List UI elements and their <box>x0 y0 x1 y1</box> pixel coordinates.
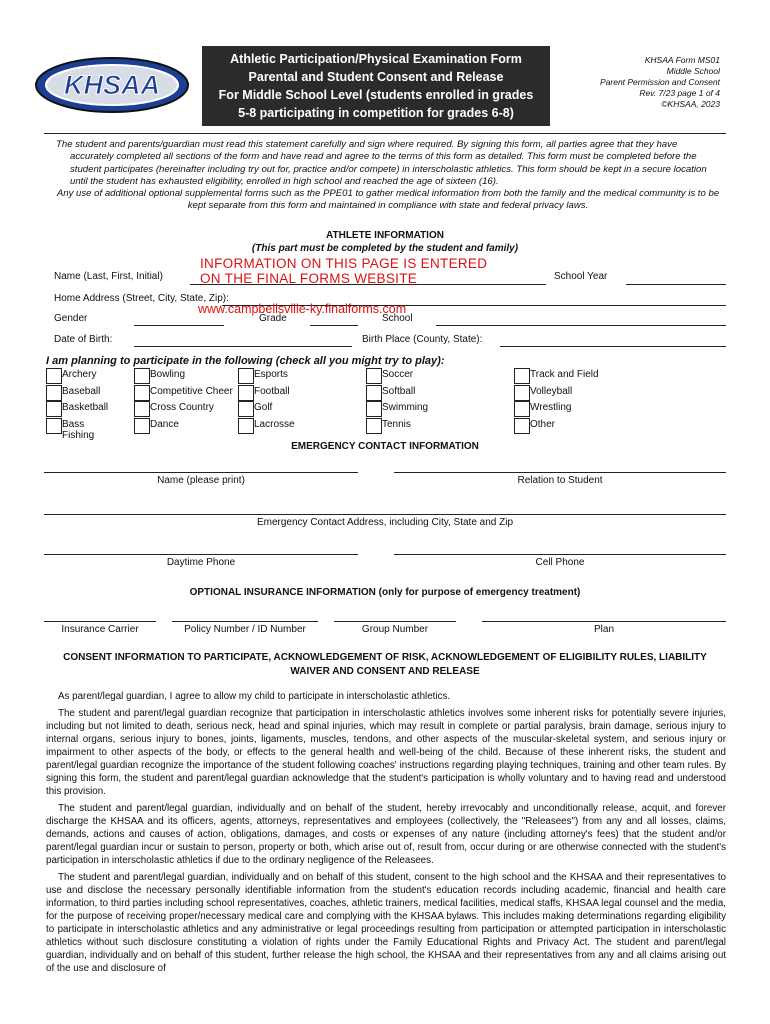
checkbox[interactable] <box>514 385 530 401</box>
plan-field[interactable] <box>482 621 726 622</box>
cell-phone-field[interactable] <box>394 554 726 555</box>
gender-label: Gender <box>54 313 88 324</box>
emergency-name-label: Name (please print) <box>157 475 245 486</box>
school-label: School <box>382 313 413 324</box>
overlay-notice-line2: ON THE FINAL FORMS WEBSITE <box>200 271 418 286</box>
sport-label: Lacrosse <box>254 418 295 430</box>
emergency-heading: EMERGENCY CONTACT INFORMATION <box>291 441 479 452</box>
school-field[interactable] <box>436 325 726 326</box>
checkbox[interactable] <box>134 418 150 434</box>
sport-label: Archery <box>62 369 97 380</box>
consent-heading-line: WAIVER AND CONSENT AND RELEASE <box>290 666 480 677</box>
sport-label: Cross Country <box>150 402 214 413</box>
form-title <box>202 46 550 126</box>
insurance-heading: OPTIONAL INSURANCE INFORMATION (only for purpose of emergency treatment) <box>189 587 581 598</box>
sport-label: Dance <box>150 418 179 430</box>
consent-paragraph: The student and parent/legal guardian, individually and on behalf of this student, consent to the high school and the KHSAA and their representatives to use and disclose the necessary personally identifiable information from the student's education records including academic, financial and health care information, to third parties including school representatives, coaches, athletic trainers, medical facilities, medical staffs, KHSAA legal counsel and the media, for the purpose of receiving proper/necessary medical care and complying with the KHSAA bylaws. This includes making determinations regarding eligibility to participate in interscholastic athletics and any administrative or legal proceedings resulting from participation or attempted participation in interscholastic athletics without such disclosure constituting a violation of rights under the Family Educational Rights and Privacy Act. The student and parent/legal guardian, individually and on behalf of this student, further release the high school, the KHSAA and their representatives from any and all claims arising out of the use and disclosure of <box>46 872 726 974</box>
checkbox[interactable] <box>366 385 382 401</box>
logo-text: KHSAA <box>63 70 161 100</box>
emergency-address-label: Emergency Contact Address, including City, State and Zip <box>256 517 514 528</box>
sport-label: Wrestling <box>530 402 572 413</box>
emergency-name-field[interactable] <box>44 472 358 473</box>
checkbox[interactable] <box>134 385 150 401</box>
form-meta <box>560 55 720 110</box>
checkbox[interactable] <box>46 401 62 417</box>
sport-label: Esports <box>254 369 288 380</box>
sport-label: Volleyball <box>530 385 573 397</box>
sport-label: Other <box>530 418 556 430</box>
home-address-label: Home Address (Street, City, State, Zip): <box>54 293 229 304</box>
intro-paragraph: The student and parents/guardian must read this statement carefully and sign where required. By signing this form, all parties agree that they have accurately completed all sections of the form and have read and agree to the terms of this form as detailed. This form must be completed before the student participates (hereinafter including try out for, practice and/or compete) in interscholastic athletics. This form should be kept in a secure location until the student has exhausted eligibility, enrolled in high school and reached the age of sixteen (16). <box>56 139 707 187</box>
group-number-field[interactable] <box>334 621 456 622</box>
title-line: For Middle School Level (students enrolled in grades <box>218 88 534 102</box>
emergency-address-field[interactable] <box>44 514 726 515</box>
intro-paragraph: Any use of additional optional supplemental forms such as the PPE01 to gather medical information from both the family and the medical community is to be kept separate from this form and maintained in compliance with state and federal privacy laws. <box>56 188 720 212</box>
sport-label: Soccer <box>382 369 414 380</box>
checkbox[interactable] <box>366 418 382 434</box>
checkbox[interactable] <box>238 401 254 417</box>
plan-label: Plan <box>593 624 614 635</box>
sport-label: Tennis <box>382 418 411 430</box>
athlete-heading: ATHLETE INFORMATION <box>326 230 444 241</box>
birth-place-label: Birth Place (County, State): <box>362 334 483 345</box>
grade-label: Grade <box>259 313 287 324</box>
checkbox[interactable] <box>46 368 62 384</box>
birth-place-field[interactable] <box>500 346 726 347</box>
policy-number-label: Policy Number / ID Number <box>184 624 306 635</box>
header-divider <box>44 133 726 134</box>
relation-label: Relation to Student <box>517 475 603 486</box>
overlay-notice-line1: INFORMATION ON THIS PAGE IS ENTERED <box>200 256 488 271</box>
sport-label: Bass Fishing <box>62 418 95 441</box>
checkbox[interactable] <box>134 368 150 384</box>
consent-paragraph: The student and parent/legal guardian recognize that participation in interscholastic athletics involves some inherent risks for potentially severe injuries, including but not limited to death, serious neck, head and spinal injuries, which may result in complete or partial paralysis, brain damage, serious injury to internal organs, serious injury to bones, joints, ligaments, muscles, tendons, and other aspects of the muscular-skeletal system, and serious injury or impairment to other aspects of the body, or effects to the general health and well-being of the child. Because of these inherent risks, the student and parent/legal guardian recognize the importance of the student following coaches' instructions regarding playing techniques, training and other team rules. By signing this form, the student and parent/legal guardian acknowledge that the student's participation is wholly voluntary and to having read and understood this provision. <box>46 708 726 797</box>
consent-paragraph: As parent/legal guardian, I agree to allow my child to participate in interscholastic athletics. <box>58 691 451 702</box>
sport-label: Baseball <box>62 385 101 397</box>
athlete-subheading: (This part must be completed by the student and family) <box>251 243 519 254</box>
checkbox[interactable] <box>514 401 530 417</box>
name-label: Name (Last, First, Initial) <box>54 271 163 282</box>
sport-label: Swimming <box>382 402 429 413</box>
finalforms-link[interactable]: www.campbellsville-ky.finalforms.com <box>198 302 407 316</box>
daytime-phone-label: Daytime Phone <box>166 557 236 568</box>
cell-phone-label: Cell Phone <box>535 557 585 568</box>
daytime-phone-field[interactable] <box>44 554 358 555</box>
checkbox[interactable] <box>134 401 150 417</box>
checkbox[interactable] <box>46 418 62 434</box>
checkbox[interactable] <box>514 368 530 384</box>
intro-text <box>56 139 720 213</box>
checkbox[interactable] <box>46 385 62 401</box>
form-copyright: ©KHSAA, 2023 <box>661 99 720 109</box>
checkbox[interactable] <box>366 401 382 417</box>
sport-label: Bowling <box>150 369 186 380</box>
checkbox[interactable] <box>238 368 254 384</box>
school-year-field[interactable] <box>626 284 726 285</box>
relation-field[interactable] <box>394 472 726 473</box>
sport-label: Competitive Cheer <box>150 385 233 397</box>
policy-number-field[interactable] <box>172 621 318 622</box>
school-year-label: School Year <box>554 271 608 282</box>
insurance-carrier-label: Insurance Carrier <box>61 624 139 635</box>
sports-heading: I am planning to participate in the following (check all you might try to play): <box>46 355 445 367</box>
checkbox[interactable] <box>238 418 254 434</box>
form-level: Middle School <box>666 66 720 76</box>
sport-label: Golf <box>254 402 273 413</box>
title-line: Parental and Student Consent and Release <box>248 70 504 84</box>
grade-field[interactable] <box>310 325 358 326</box>
consent-body <box>46 690 726 979</box>
sport-label: Football <box>254 385 290 397</box>
dob-field[interactable] <box>134 346 352 347</box>
insurance-carrier-field[interactable] <box>44 621 156 622</box>
form-id: KHSAA Form MS01 <box>644 55 720 65</box>
title-line: 5-8 participating in competition for grades 6-8) <box>238 106 514 120</box>
sport-label: Basketball <box>62 402 109 413</box>
consent-heading <box>40 651 730 679</box>
sport-label: Track and Field <box>530 369 599 380</box>
khsaa-logo <box>32 56 192 114</box>
form-revision: Rev. 7/23 page 1 of 4 <box>639 88 720 98</box>
dob-label: Date of Birth: <box>54 334 113 345</box>
title-line: Athletic Participation/Physical Examination Form <box>230 52 522 66</box>
checkbox[interactable] <box>238 385 254 401</box>
form-type: Parent Permission and Consent <box>599 77 720 87</box>
gender-field[interactable] <box>134 325 224 326</box>
group-number-label: Group Number <box>361 624 429 635</box>
consent-heading-line: CONSENT INFORMATION TO PARTICIPATE, ACKNOWLEDGEMENT OF RISK, ACKNOWLEDGEMENT OF ELIGIBILITY RULES, LIABILITY <box>63 652 707 663</box>
checkbox[interactable] <box>366 368 382 384</box>
checkbox[interactable] <box>514 418 530 434</box>
consent-paragraph: The student and parent/legal guardian, individually and on behalf of the student, hereby irrevocably and unconditionally release, acquit, and forever discharge the KHSAA and its officers, agents, attorneys, representatives and employees (collectively, the "Releasees") from any and all losses, claims, demands, actions and causes of action, obligations, damages, and costs or expenses of any nature (including attorney's fees) that the student and/or parent/legal guardian incur or sustain to person, property or both, which arise out of, result from, occur during or are otherwise connected with the student's participation in interscholastic athletics if due to the ordinary negligence of the Releasees. <box>46 803 726 866</box>
sport-label: Softball <box>382 385 416 397</box>
